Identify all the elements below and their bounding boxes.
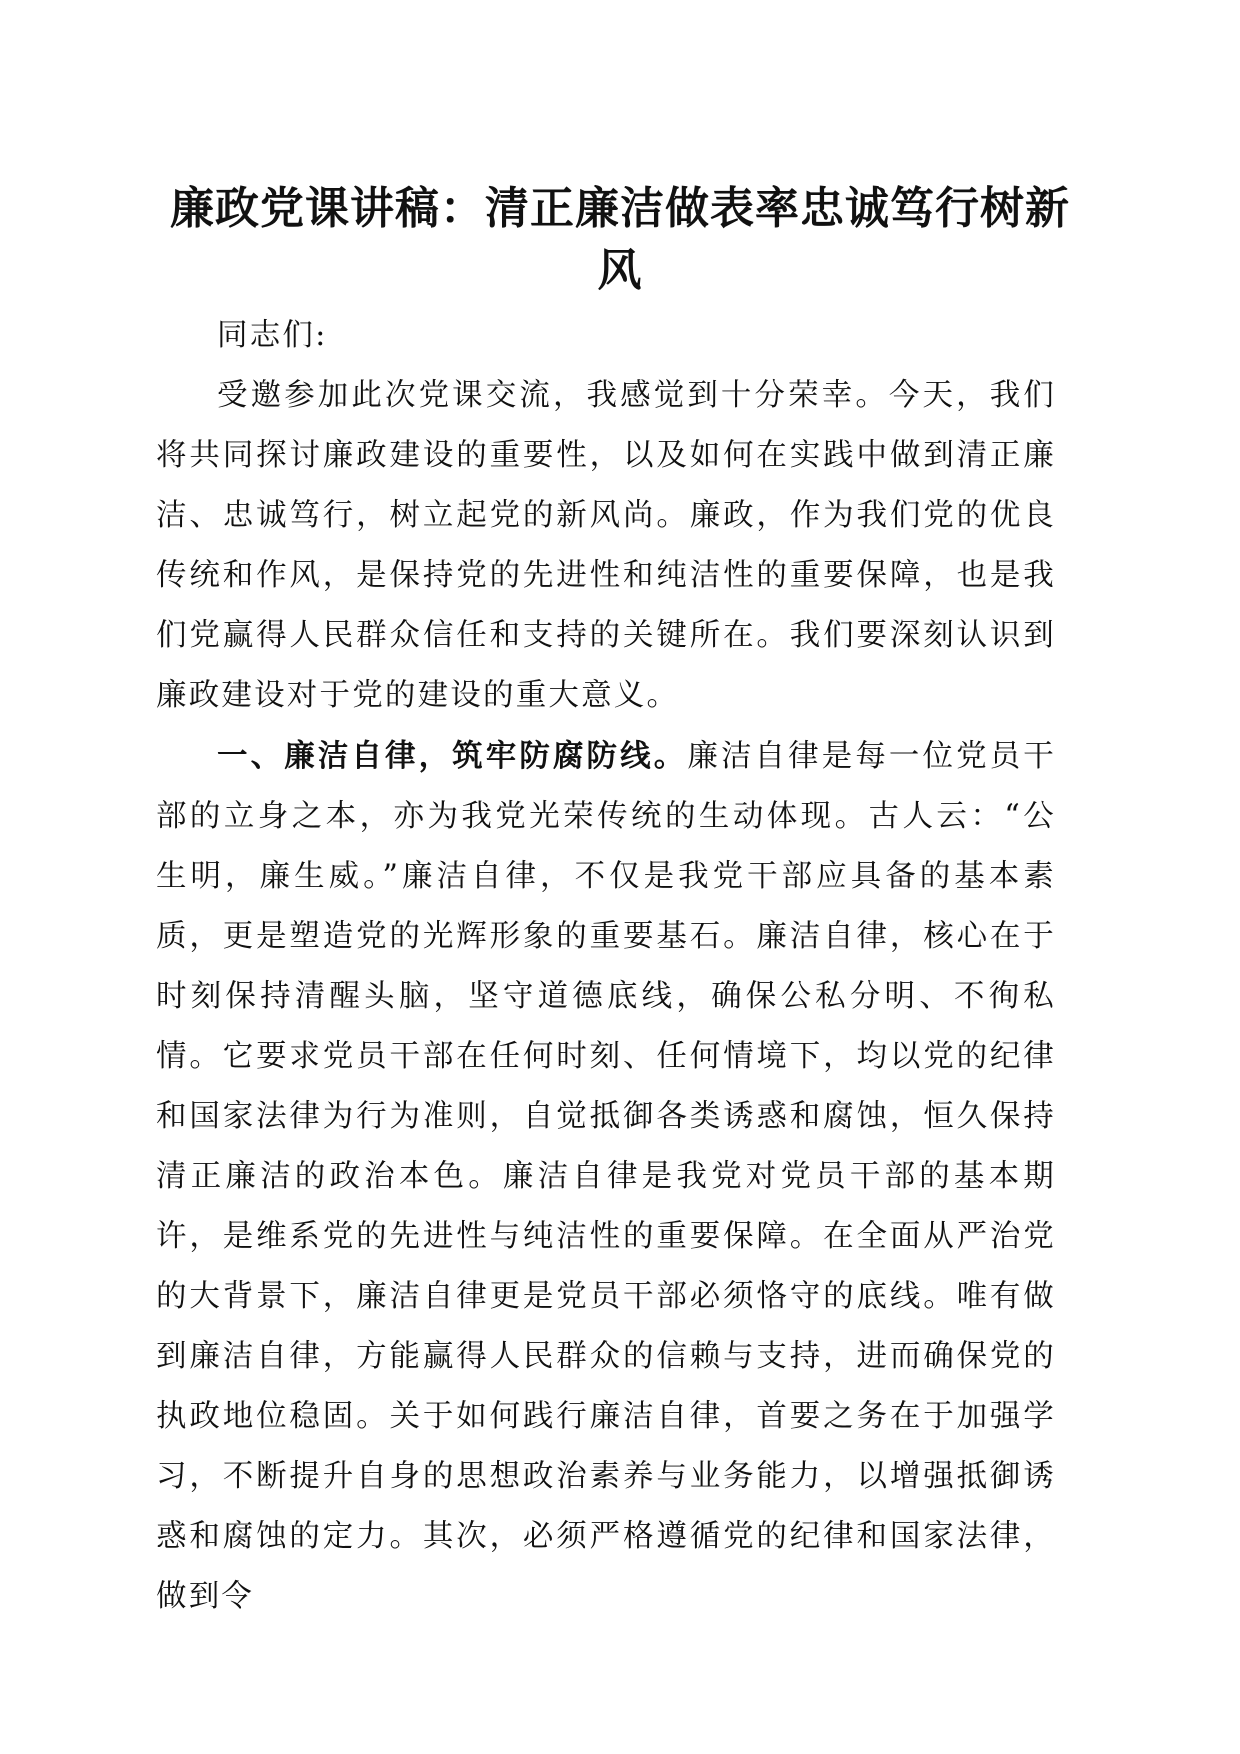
intro-paragraph: 受邀参加此次党课交流，我感觉到十分荣幸。今天，我们将共同探讨廉政建设的重要性，以及如何在实践中做到清正廉洁、忠诚笃行，树立起党的新风尚。廉政，作为我们党的优良传统和作风，是保持党的先进性和纯洁性的重要保障，也是我们党赢得人民群众信任和支持的关键所在。我们要深刻认识到廉政建设对于党的建设的重大意义。 [156, 378, 1056, 713]
section-1-heading: 一、廉洁自律，筑牢防腐防线。 [217, 738, 688, 774]
salutation: 同志们: [217, 318, 328, 353]
section-1-body: 廉洁自律是每一位党员干部的立身之本，亦为我党光荣传统的生动体现。古人云：“公生明，廉生威。”廉洁自律，不仅是我党干部应具备的基本素质，更是塑造党的光辉形象的重要基石。廉洁自律，核心在于时刻保持清醒头脑，坚守道德底线，确保公私分明、不徇私情。它要求党员干部在任何时刻、任何情境下，均以党的纪律和国家法律为行为准则，自觉抵御各类诱惑和腐蚀，恒久保持清正廉洁的政治本色。廉洁自律是我党对党员干部的基本期许，是维系党的先进性与纯洁性的重要保障。在全面从严治党的大背景下，廉洁自律更是党员干部必须恪守的底线。唯有做到廉洁自律，方能赢得人民群众的信赖与支持，进而确保党的执政地位稳固。关于如何践行廉洁自律，首要之务在于加强学习，不断提升自身的思想政治素养与业务能力，以增强抵御诱惑和腐蚀的定力。其次，必须严格遵循党的纪律和国家法律，做到令 [156, 739, 1056, 1614]
section-1-paragraph [156, 726, 1056, 1627]
document-title: 廉政党课讲稿：清正廉洁做表率忠诚笃行树新风 [170, 183, 1070, 296]
document-body [156, 306, 1056, 1627]
